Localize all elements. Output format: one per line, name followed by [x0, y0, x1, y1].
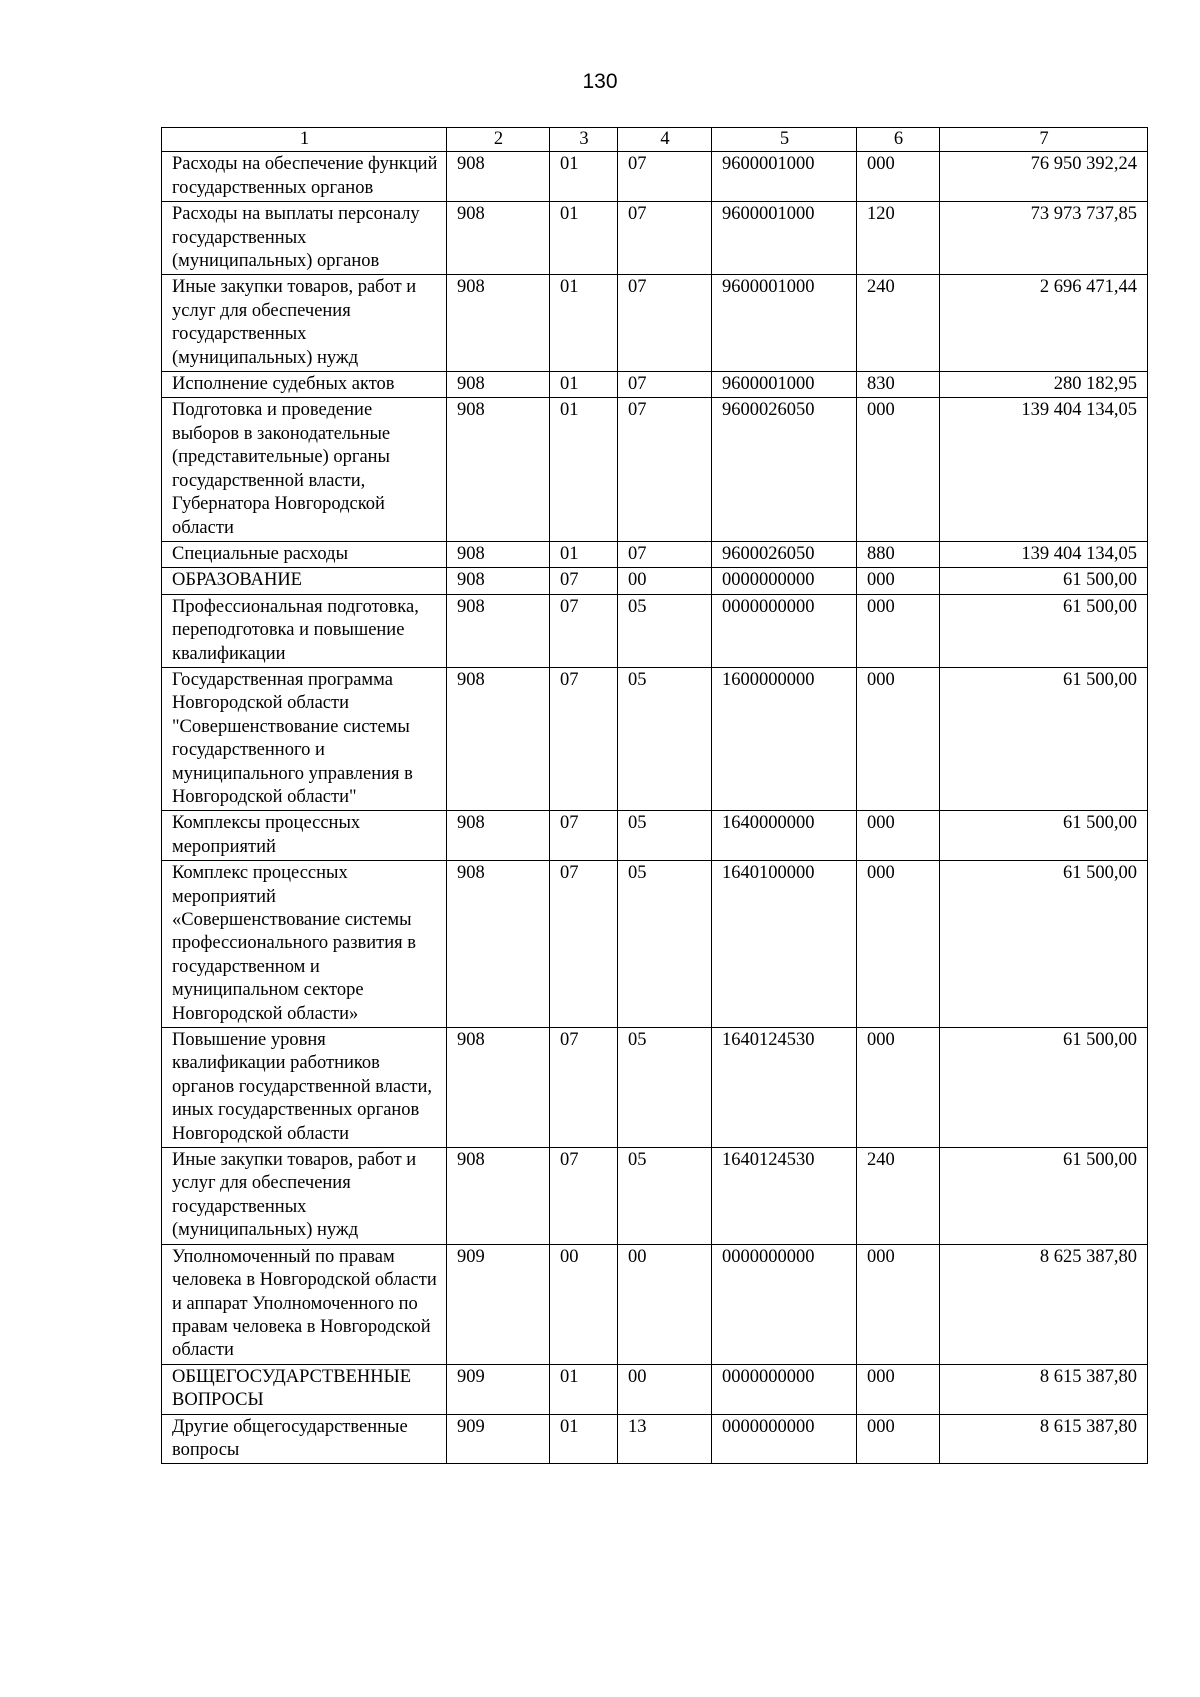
- section-code-cell: 07: [550, 667, 618, 810]
- ministry-code-cell: 908: [447, 667, 550, 810]
- expense-name-cell: ОБЩЕГОСУДАРСТВЕННЫЕ ВОПРОСЫ: [162, 1364, 447, 1414]
- expense-name-cell: Специальные расходы: [162, 541, 447, 567]
- subsection-code-cell: 00: [618, 568, 712, 594]
- section-code-cell: 07: [550, 861, 618, 1028]
- subsection-code-cell: 05: [618, 861, 712, 1028]
- section-code-cell: 01: [550, 372, 618, 398]
- expense-name-cell: Исполнение судебных актов: [162, 372, 447, 398]
- ministry-code-cell: 909: [447, 1414, 550, 1464]
- amount-cell: 61 500,00: [940, 568, 1148, 594]
- expense-name-cell: Государственная программа Новгородской области "Совершенствование системы государственного и муниципального управления в Новгородской области": [162, 667, 447, 810]
- ministry-code-cell: 908: [447, 1028, 550, 1148]
- column-header-2: 2: [447, 128, 550, 152]
- target-article-cell: 1640124530: [712, 1148, 857, 1245]
- subsection-code-cell: 13: [618, 1414, 712, 1464]
- table-row: [162, 861, 1148, 1028]
- table-row: [162, 1148, 1148, 1245]
- section-code-cell: 01: [550, 398, 618, 541]
- table-row: [162, 152, 1148, 202]
- amount-cell: 61 500,00: [940, 594, 1148, 667]
- ministry-code-cell: 908: [447, 568, 550, 594]
- subsection-code-cell: 00: [618, 1364, 712, 1414]
- ministry-code-cell: 908: [447, 594, 550, 667]
- expense-type-cell: 000: [857, 667, 940, 810]
- table-row: [162, 1414, 1148, 1464]
- target-article-cell: 1640000000: [712, 811, 857, 861]
- expense-type-cell: 000: [857, 594, 940, 667]
- expense-name-cell: Иные закупки товаров, работ и услуг для обеспечения государственных (муниципальных) нужд: [162, 275, 447, 372]
- amount-cell: 61 500,00: [940, 1028, 1148, 1148]
- column-header-4: 4: [618, 128, 712, 152]
- column-header-1: 1: [162, 128, 447, 152]
- table-row: [162, 1364, 1148, 1414]
- amount-cell: 8 615 387,80: [940, 1414, 1148, 1464]
- target-article-cell: 9600001000: [712, 275, 857, 372]
- table-row: [162, 667, 1148, 810]
- target-article-cell: 9600026050: [712, 541, 857, 567]
- expense-type-cell: 000: [857, 1028, 940, 1148]
- target-article-cell: 1640100000: [712, 861, 857, 1028]
- ministry-code-cell: 908: [447, 541, 550, 567]
- section-code-cell: 01: [550, 541, 618, 567]
- expense-type-cell: 830: [857, 372, 940, 398]
- table-row: [162, 372, 1148, 398]
- section-code-cell: 07: [550, 1148, 618, 1245]
- table-row: [162, 398, 1148, 541]
- section-code-cell: 01: [550, 202, 618, 275]
- expense-name-cell: Подготовка и проведение выборов в законодательные (представительные) органы государственной власти, Губернатора Новгородской области: [162, 398, 447, 541]
- table-row: [162, 594, 1148, 667]
- target-article-cell: 0000000000: [712, 594, 857, 667]
- subsection-code-cell: 05: [618, 1148, 712, 1245]
- expense-name-cell: Профессиональная подготовка, переподготовка и повышение квалификации: [162, 594, 447, 667]
- table-row: [162, 568, 1148, 594]
- amount-cell: 280 182,95: [940, 372, 1148, 398]
- expense-name-cell: Комплекс процессных мероприятий «Совершенствование системы профессионального развития в государственном и муниципальном секторе Новгородской области»: [162, 861, 447, 1028]
- expense-type-cell: 240: [857, 275, 940, 372]
- table-row: [162, 811, 1148, 861]
- expense-type-cell: 000: [857, 811, 940, 861]
- subsection-code-cell: 05: [618, 594, 712, 667]
- ministry-code-cell: 908: [447, 152, 550, 202]
- ministry-code-cell: 909: [447, 1244, 550, 1364]
- budget-table: [161, 127, 1148, 1464]
- expense-type-cell: 000: [857, 398, 940, 541]
- ministry-code-cell: 908: [447, 275, 550, 372]
- subsection-code-cell: 07: [618, 275, 712, 372]
- page-number: 130: [582, 70, 618, 93]
- ministry-code-cell: 908: [447, 372, 550, 398]
- subsection-code-cell: 07: [618, 541, 712, 567]
- column-header-5: 5: [712, 128, 857, 152]
- expense-type-cell: 240: [857, 1148, 940, 1245]
- column-header-7: 7: [940, 128, 1148, 152]
- amount-cell: 61 500,00: [940, 811, 1148, 861]
- expense-type-cell: 000: [857, 568, 940, 594]
- expense-type-cell: 000: [857, 1244, 940, 1364]
- expense-type-cell: 120: [857, 202, 940, 275]
- target-article-cell: 9600001000: [712, 152, 857, 202]
- table-row: [162, 1244, 1148, 1364]
- section-code-cell: 01: [550, 275, 618, 372]
- amount-cell: 61 500,00: [940, 1148, 1148, 1245]
- target-article-cell: 0000000000: [712, 1414, 857, 1464]
- subsection-code-cell: 05: [618, 811, 712, 861]
- section-code-cell: 01: [550, 1364, 618, 1414]
- target-article-cell: 1640124530: [712, 1028, 857, 1148]
- column-header-3: 3: [550, 128, 618, 152]
- expense-name-cell: ОБРАЗОВАНИЕ: [162, 568, 447, 594]
- subsection-code-cell: 07: [618, 372, 712, 398]
- amount-cell: 76 950 392,24: [940, 152, 1148, 202]
- amount-cell: 8 625 387,80: [940, 1244, 1148, 1364]
- target-article-cell: 9600001000: [712, 372, 857, 398]
- subsection-code-cell: 05: [618, 1028, 712, 1148]
- ministry-code-cell: 908: [447, 811, 550, 861]
- subsection-code-cell: 07: [618, 398, 712, 541]
- table-row: [162, 275, 1148, 372]
- amount-cell: 73 973 737,85: [940, 202, 1148, 275]
- section-code-cell: 01: [550, 152, 618, 202]
- amount-cell: 61 500,00: [940, 667, 1148, 810]
- target-article-cell: 1600000000: [712, 667, 857, 810]
- ministry-code-cell: 908: [447, 861, 550, 1028]
- subsection-code-cell: 05: [618, 667, 712, 810]
- section-code-cell: 07: [550, 811, 618, 861]
- expense-name-cell: Другие общегосударственные вопросы: [162, 1414, 447, 1464]
- section-code-cell: 07: [550, 1028, 618, 1148]
- table-row: [162, 1028, 1148, 1148]
- amount-cell: 139 404 134,05: [940, 398, 1148, 541]
- amount-cell: 8 615 387,80: [940, 1364, 1148, 1414]
- expense-name-cell: Расходы на выплаты персоналу государственных (муниципальных) органов: [162, 202, 447, 275]
- subsection-code-cell: 00: [618, 1244, 712, 1364]
- expense-name-cell: Комплексы процессных мероприятий: [162, 811, 447, 861]
- target-article-cell: 9600001000: [712, 202, 857, 275]
- ministry-code-cell: 908: [447, 202, 550, 275]
- ministry-code-cell: 908: [447, 1148, 550, 1245]
- section-code-cell: 07: [550, 568, 618, 594]
- table-row: [162, 541, 1148, 567]
- ministry-code-cell: 909: [447, 1364, 550, 1414]
- section-code-cell: 07: [550, 594, 618, 667]
- subsection-code-cell: 07: [618, 202, 712, 275]
- section-code-cell: 01: [550, 1414, 618, 1464]
- table-row: [162, 202, 1148, 275]
- amount-cell: 2 696 471,44: [940, 275, 1148, 372]
- table-body: [162, 152, 1148, 1464]
- target-article-cell: 0000000000: [712, 1364, 857, 1414]
- expense-type-cell: 000: [857, 152, 940, 202]
- expense-name-cell: Повышение уровня квалификации работников органов государственной власти, иных государственных органов Новгородской области: [162, 1028, 447, 1148]
- target-article-cell: 0000000000: [712, 568, 857, 594]
- expense-name-cell: Расходы на обеспечение функций государственных органов: [162, 152, 447, 202]
- expense-type-cell: 880: [857, 541, 940, 567]
- ministry-code-cell: 908: [447, 398, 550, 541]
- expense-name-cell: Уполномоченный по правам человека в Новгородской области и аппарат Уполномоченного по правам человека в Новгородской области: [162, 1244, 447, 1364]
- target-article-cell: 0000000000: [712, 1244, 857, 1364]
- target-article-cell: 9600026050: [712, 398, 857, 541]
- section-code-cell: 00: [550, 1244, 618, 1364]
- table-header-row: [162, 128, 1148, 152]
- expense-type-cell: 000: [857, 1414, 940, 1464]
- expense-type-cell: 000: [857, 1364, 940, 1414]
- expense-type-cell: 000: [857, 861, 940, 1028]
- column-header-6: 6: [857, 128, 940, 152]
- expense-name-cell: Иные закупки товаров, работ и услуг для обеспечения государственных (муниципальных) нужд: [162, 1148, 447, 1245]
- subsection-code-cell: 07: [618, 152, 712, 202]
- amount-cell: 61 500,00: [940, 861, 1148, 1028]
- amount-cell: 139 404 134,05: [940, 541, 1148, 567]
